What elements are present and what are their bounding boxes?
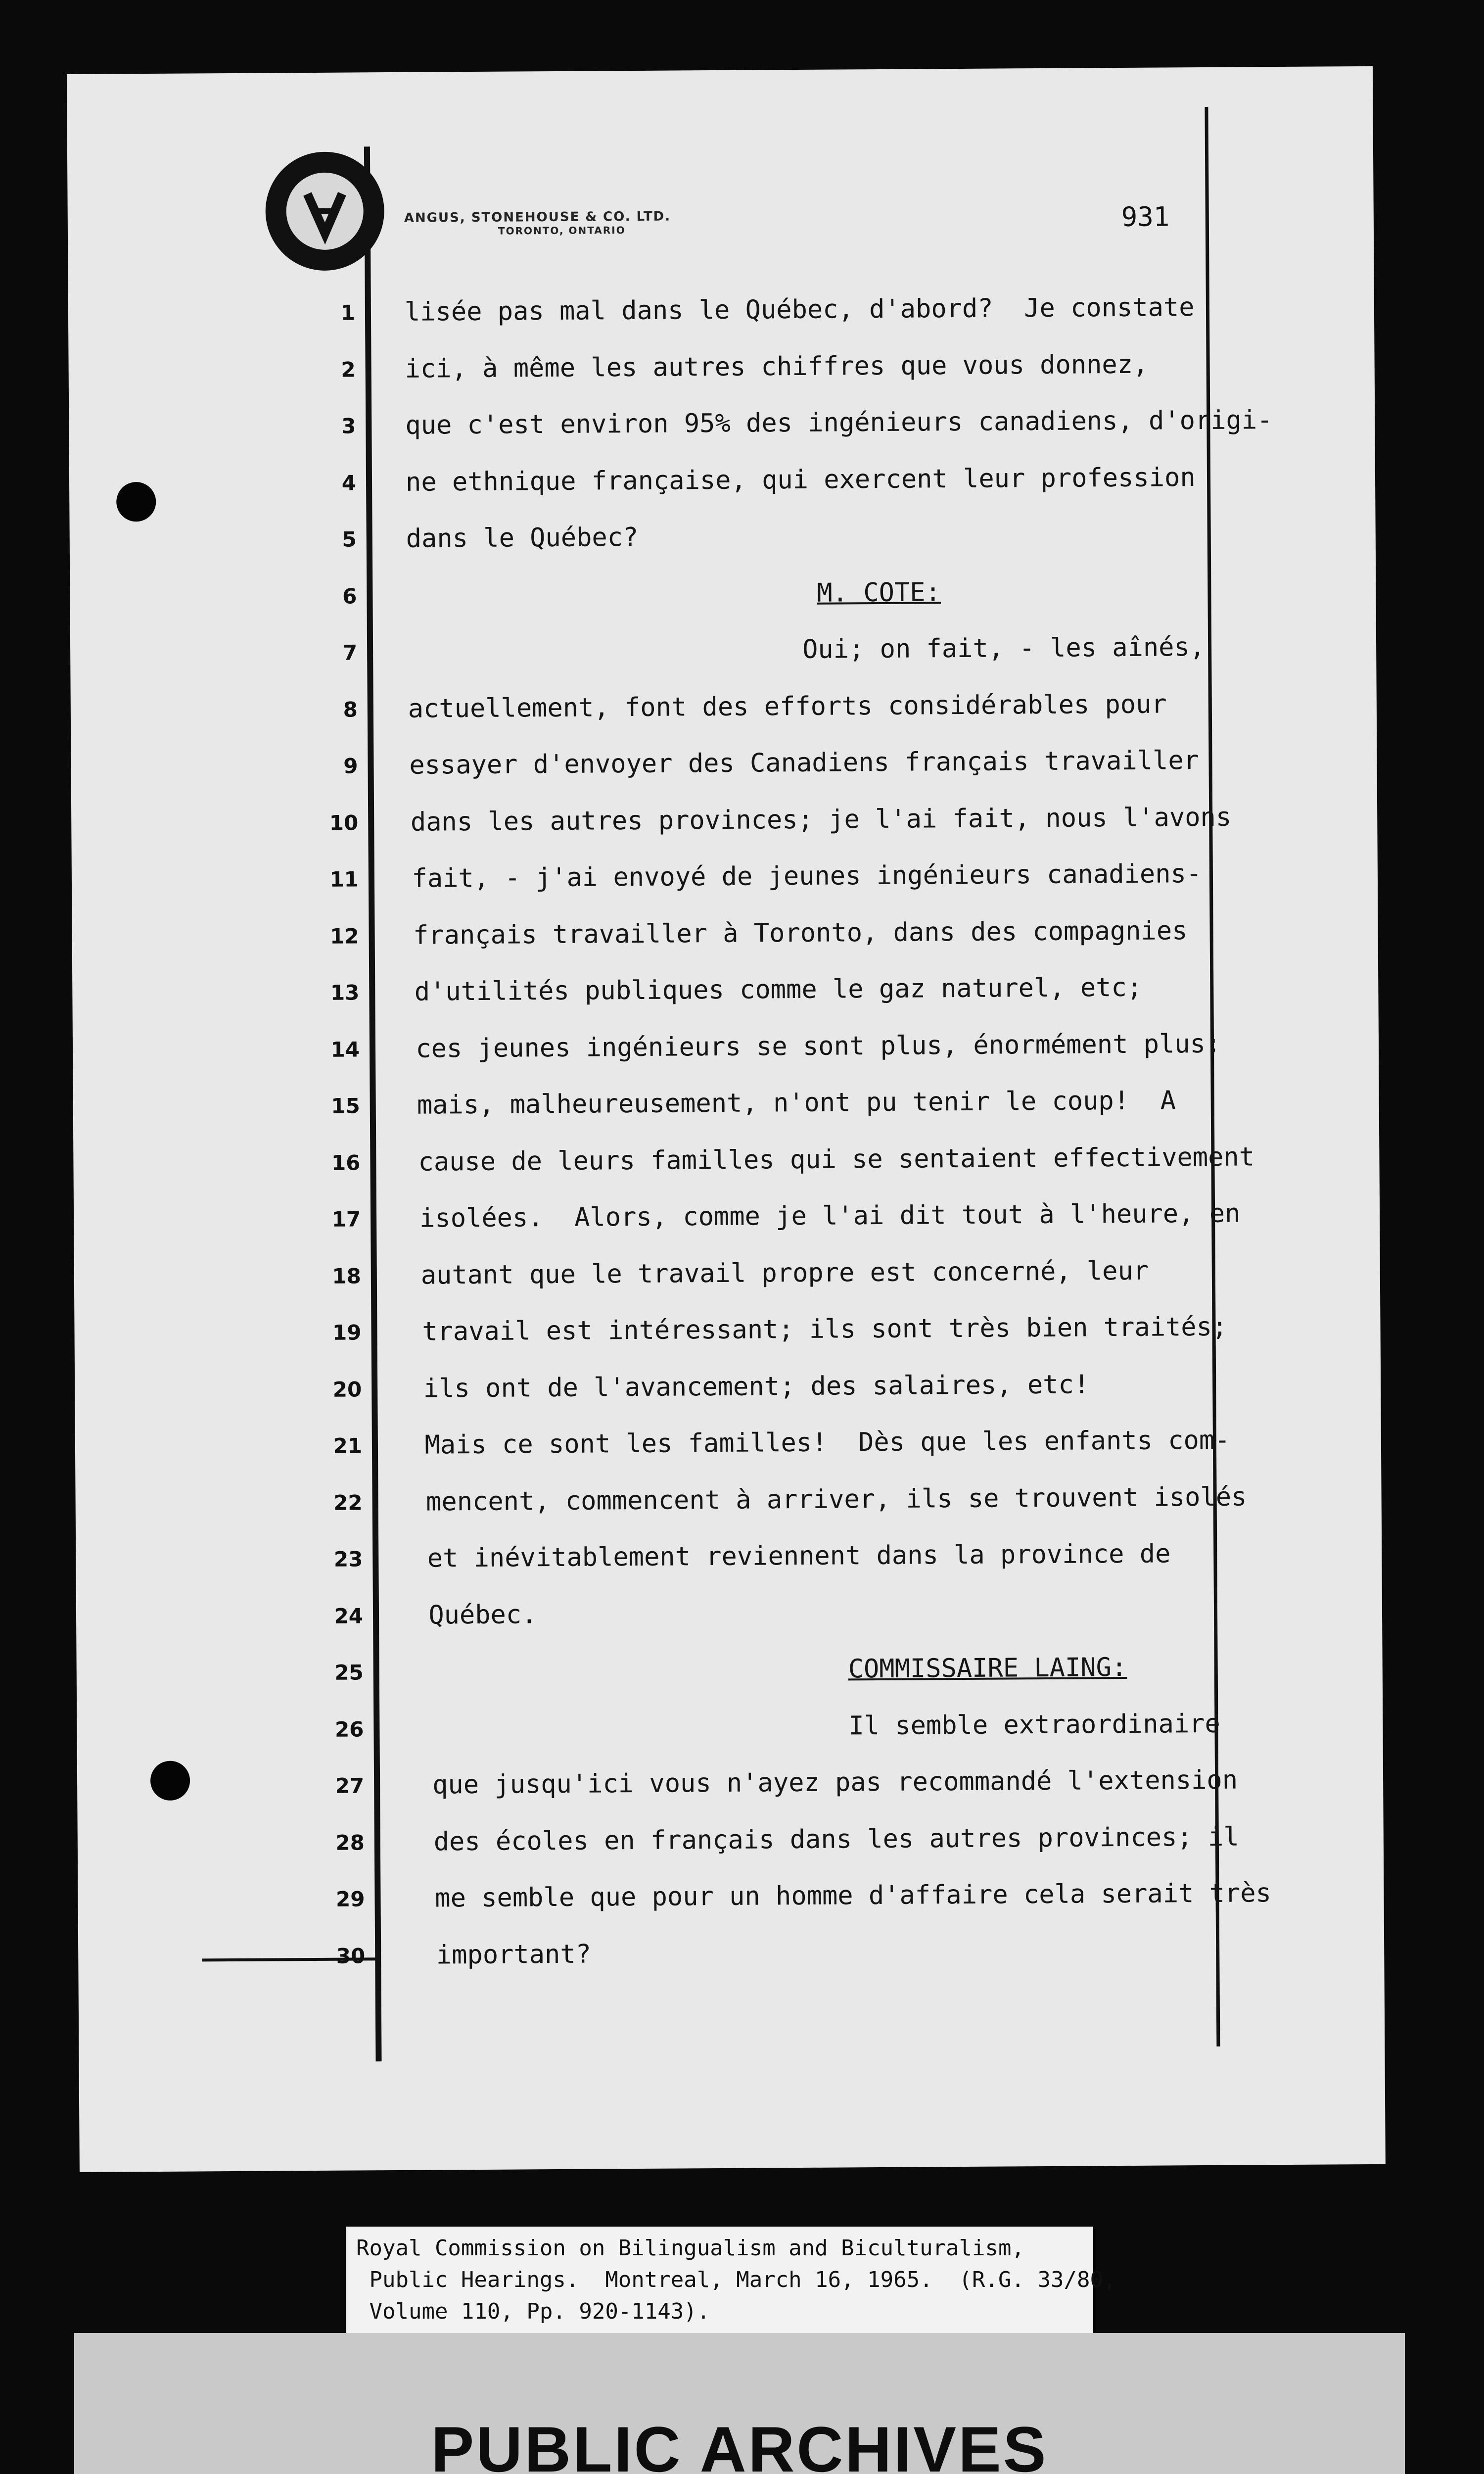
- transcript-line: fait, - j'ai envoyé de jeunes ingénieurs canadiens-: [412, 859, 1202, 894]
- line-number: 13: [330, 980, 360, 1005]
- speaker-heading: M. COTE:: [817, 577, 941, 608]
- transcript-line: lisée pas mal dans le Québec, d'abord? Je constate: [404, 292, 1195, 327]
- transcript-line: ils ont de l'avancement; des salaires, etc!: [423, 1369, 1090, 1404]
- line-number: 3: [341, 414, 356, 438]
- transcript-line: mencent, commencent à arriver, ils se trouvent isolés: [425, 1481, 1247, 1517]
- line-number: 22: [333, 1490, 363, 1515]
- archives-stamp: [74, 2333, 1405, 2474]
- page-number: 931: [1121, 201, 1170, 233]
- transcript-page: [67, 66, 1386, 2172]
- line-number: 10: [329, 810, 359, 835]
- transcript-line: que jusqu'ici vous n'ayez pas recommandé l'extension: [432, 1765, 1238, 1800]
- line-number: 2: [341, 357, 356, 382]
- line-number: 24: [334, 1603, 364, 1628]
- transcript-line: autant que le travail propre est concerné, leur: [420, 1256, 1149, 1290]
- transcript-line: des écoles en français dans les autres provinces; il: [433, 1822, 1239, 1857]
- line-number: 15: [331, 1094, 360, 1118]
- line-number: 27: [335, 1773, 365, 1798]
- letterhead: [404, 209, 671, 238]
- line-number: 23: [333, 1547, 363, 1571]
- caption-line: Royal Commission on Bilingualism and Biculturalism,: [356, 2236, 1025, 2261]
- transcript-line: mais, malheureusement, n'ont pu tenir le coup! A: [417, 1086, 1176, 1120]
- line-number: 21: [333, 1433, 363, 1458]
- line-number: 1: [340, 300, 356, 325]
- line-number: 19: [332, 1320, 362, 1345]
- caption-line: Volume 110, Pp. 920-1143).: [356, 2299, 710, 2324]
- line-number: 14: [330, 1037, 360, 1062]
- line-number: 11: [329, 867, 359, 892]
- transcript-line: isolées. Alors, comme je l'ai dit tout à l'heure, en: [419, 1198, 1241, 1234]
- transcript-line: actuellement, font des efforts considérables pour: [408, 689, 1167, 724]
- transcript-line: ces jeunes ingénieurs se sont plus, énormément plus;: [416, 1029, 1221, 1064]
- line-number: 12: [330, 923, 359, 949]
- transcript-line: d'utilités publiques comme le gaz naturel, etc;: [414, 972, 1143, 1007]
- transcript-line: Il semble extraordinaire: [848, 1709, 1220, 1741]
- transcript-line: Oui; on fait, - les aînés,: [802, 632, 1206, 665]
- right-margin-rule: [1205, 107, 1220, 2046]
- line-number: 30: [336, 1943, 366, 1968]
- transcript-line: et inévitablement reviennent dans la province de: [427, 1539, 1171, 1573]
- line-number: 18: [332, 1263, 361, 1288]
- transcript-line: ne ethnique française, qui exercent leur profession: [405, 462, 1196, 497]
- transcript-line: que c'est environ 95% des ingénieurs canadiens, d'origi-: [405, 405, 1273, 440]
- line-number: 17: [331, 1207, 361, 1232]
- line-number: 16: [331, 1150, 361, 1175]
- line-number: 6: [342, 583, 357, 609]
- transcript-line: travail est intéressant; ils sont très bien traités;: [422, 1312, 1228, 1347]
- line-number: 20: [332, 1377, 362, 1402]
- transcript-line: dans les autres provinces; je l'ai fait, nous l'avons: [410, 802, 1232, 837]
- speaker-heading: COMMISSAIRE LAING:: [848, 1652, 1127, 1684]
- line-number: 29: [335, 1887, 365, 1911]
- archive-caption: [346, 2227, 1116, 2340]
- line-number: 9: [343, 754, 358, 778]
- transcript-line: Mais ce sont les familles! Dès que les enfants com-: [424, 1425, 1230, 1460]
- company-city: TORONTO, ONTARIO: [498, 224, 626, 237]
- margin-rule: [364, 146, 382, 2061]
- transcript-line: dans le Québec?: [406, 522, 639, 554]
- line-number: 28: [335, 1830, 365, 1855]
- transcript-line: ici, à même les autres chiffres que vous donnez,: [405, 349, 1149, 384]
- transcript-line: essayer d'envoyer des Canadiens français travailler: [409, 746, 1200, 780]
- transcript-line: Québec.: [428, 1599, 537, 1630]
- transcript-line: cause de leurs familles qui se sentaient effectivement: [418, 1142, 1255, 1177]
- line-number: 26: [334, 1716, 364, 1742]
- punch-hole: [150, 1761, 190, 1801]
- stamp-line: PUBLIC ARCHIVES: [431, 2413, 1048, 2474]
- line-number: 7: [342, 640, 358, 665]
- company-name: ANGUS, STONEHOUSE & CO. LTD.: [404, 209, 671, 226]
- transcript-line: me semble que pour un homme d'affaire cela serait très: [435, 1878, 1272, 1913]
- punch-hole: [116, 482, 156, 522]
- line-number: 25: [334, 1660, 364, 1685]
- transcript-line: important?: [436, 1939, 592, 1970]
- line-number: 5: [342, 527, 357, 552]
- line-number: 8: [343, 697, 358, 722]
- line-number: 4: [341, 470, 357, 495]
- caption-line: Public Hearings. Montreal, March 16, 1965. (R.G. 33/80,: [356, 2267, 1116, 2292]
- transcript-line: français travailler à Toronto, dans des compagnies: [413, 915, 1188, 951]
